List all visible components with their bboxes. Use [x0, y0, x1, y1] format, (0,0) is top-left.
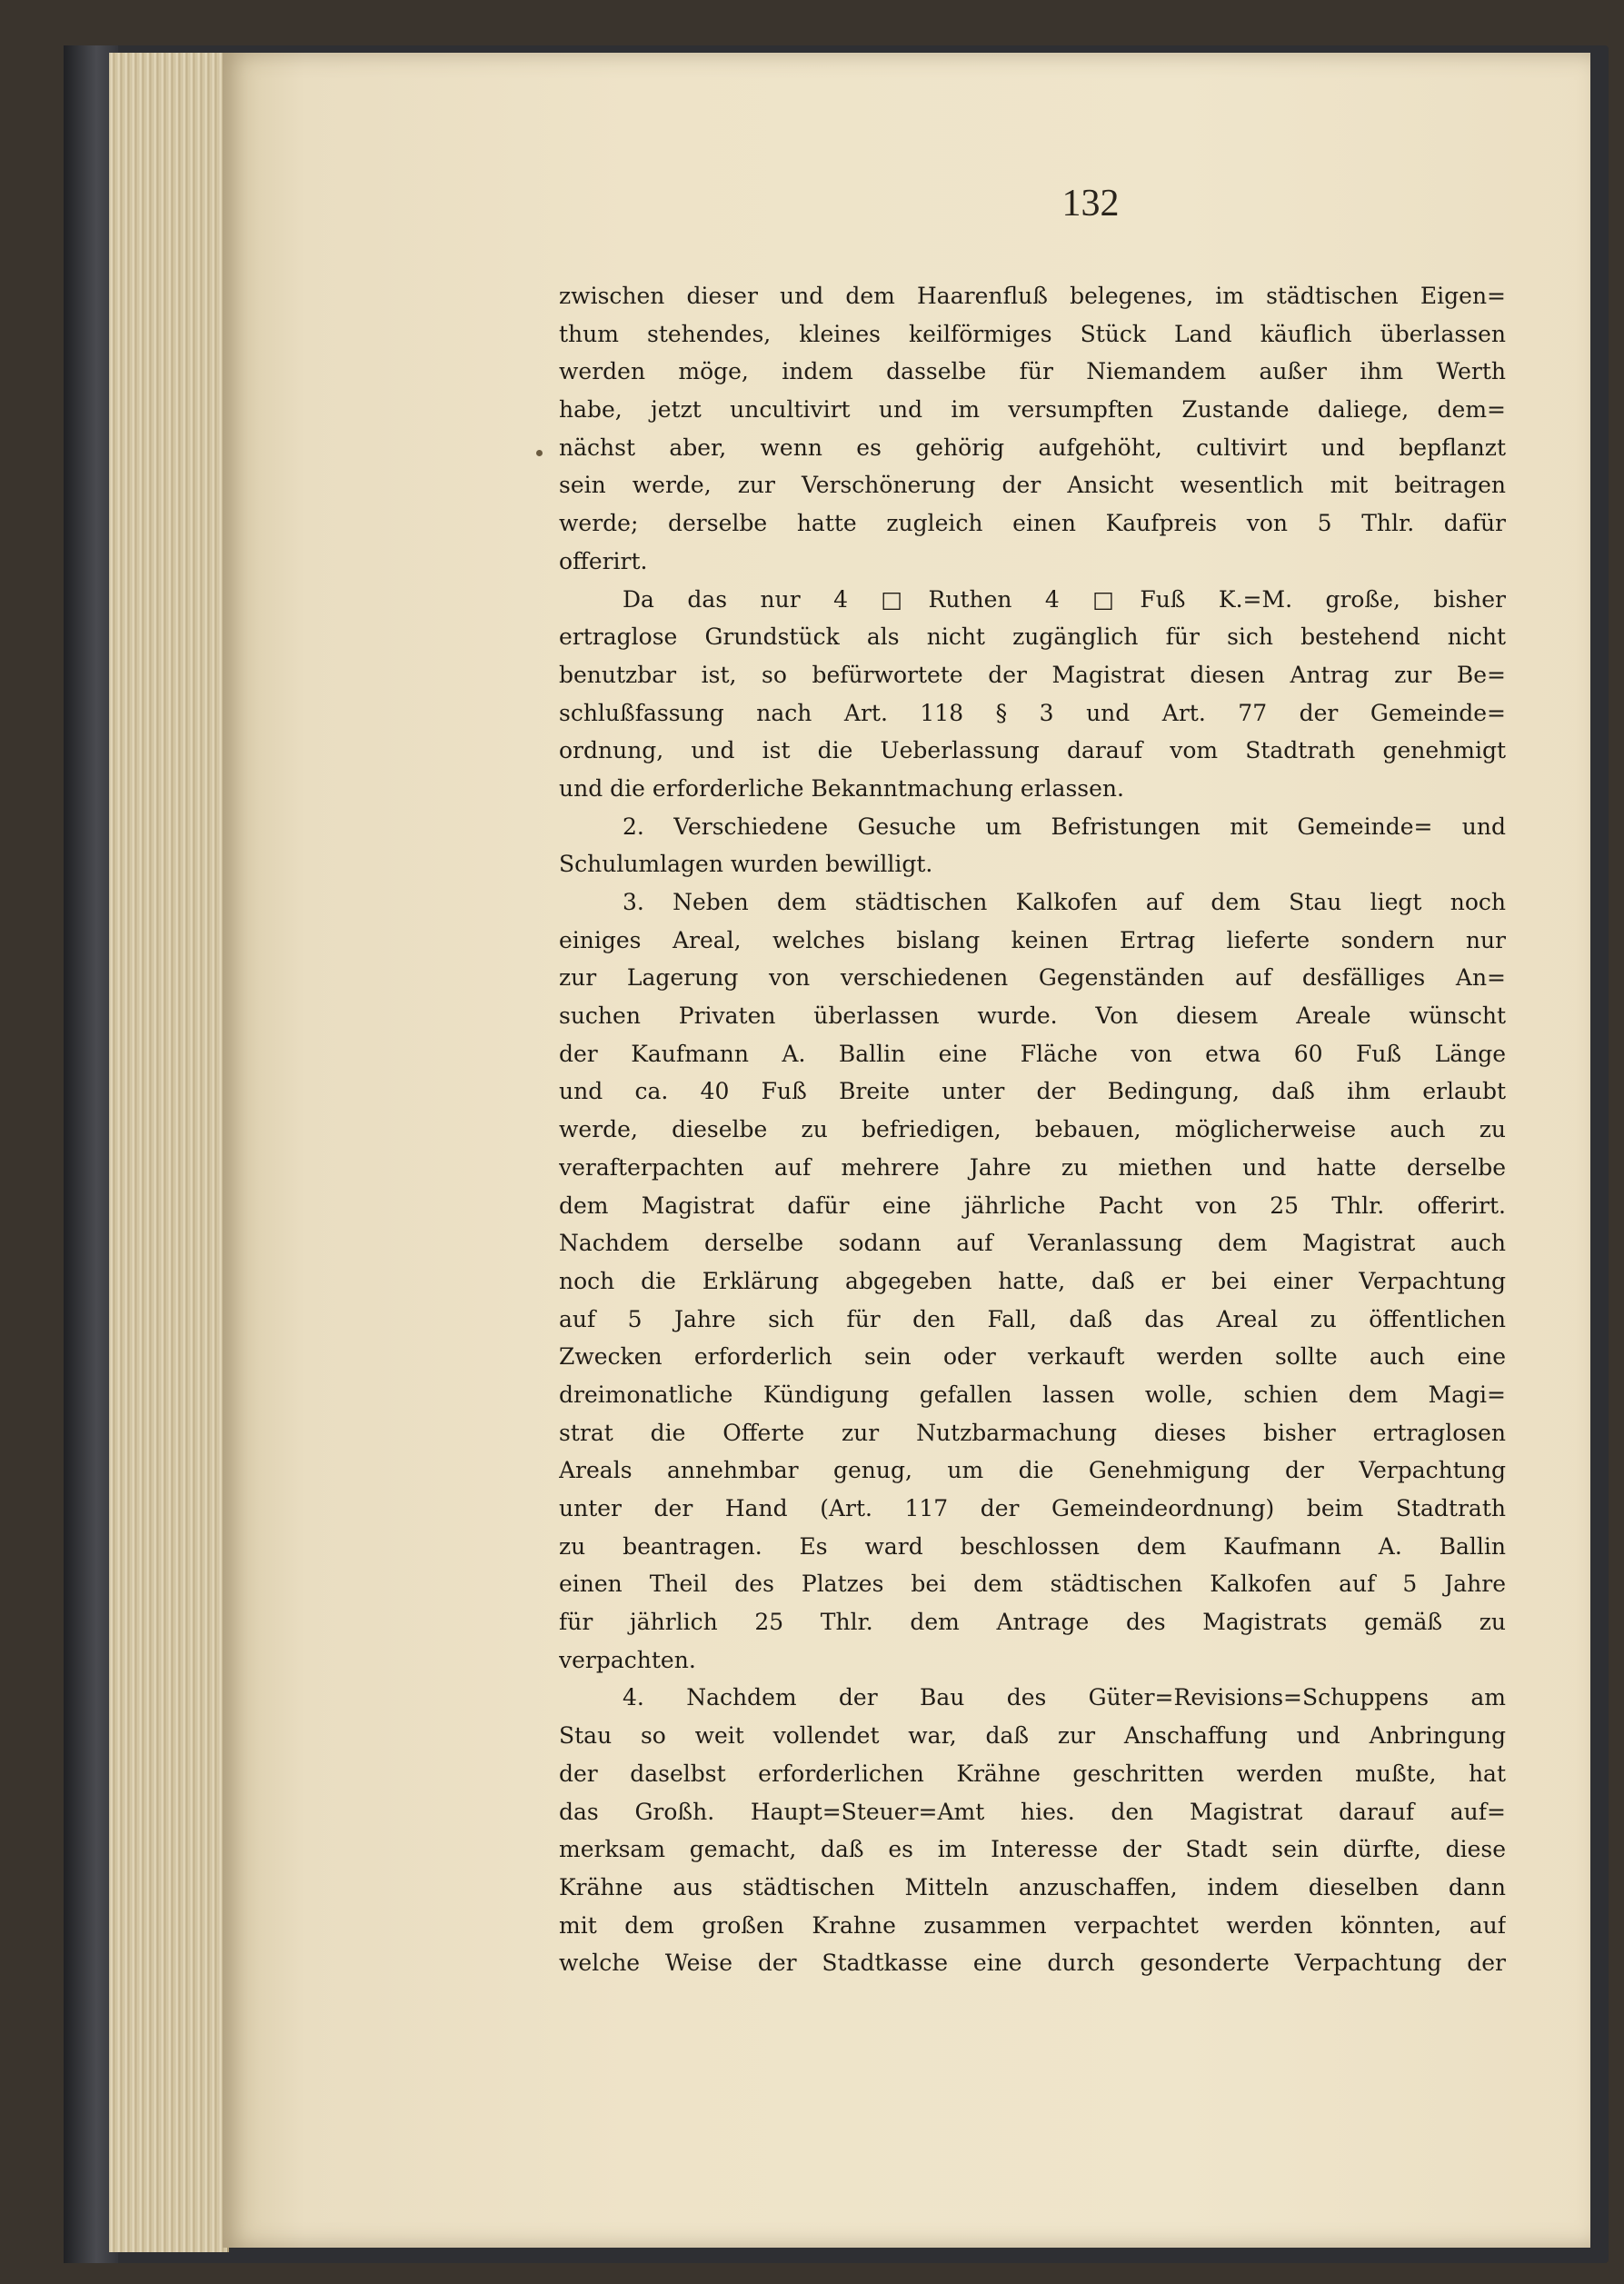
text-line: Da das nur 4 □Ruthen 4 □Fuß K.=M. große, bisher — [623, 585, 1506, 613]
text-line: Krähne aus städtischen Mitteln anzuschaffen, indem dieselben dann — [559, 1873, 1506, 1900]
text-line: merksam gemacht, daß es im Interesse der Stadt sein dürfte, diese — [559, 1836, 1506, 1863]
text-line: noch die Erklärung abgegeben hatte, daß er bei einer Verpachtung — [559, 1267, 1506, 1294]
text-line: Zwecken erforderlich sein oder verkauft werden sollte auch eine — [559, 1343, 1506, 1371]
text-line: zwischen dieser und dem Haarenfluß belegenes, im städtischen Eigen= — [559, 283, 1506, 309]
text-line: für jährlich 25 Thlr. dem Antrage des Magistrats gemäß zu — [559, 1609, 1506, 1636]
text-line: offerirt. — [559, 547, 648, 574]
text-line: benutzbar ist, so befürwortete der Magistrat diesen Antrag zur Be= — [559, 661, 1506, 688]
text-line: Nachdem derselbe sodann auf Veranlassung dem Magistrat auch — [559, 1230, 1506, 1257]
body-text — [559, 277, 1506, 1982]
text-line: Stau so weit vollendet war, daß zur Anschaffung und Anbringung — [559, 1722, 1506, 1750]
text-line: mit dem großen Krahne zusammen verpachtet werden könnten, auf — [559, 1911, 1506, 1939]
text-line: Schulumlagen wurden bewilligt. — [559, 851, 933, 878]
text-line: ordnung, und ist die Ueberlassung darauf vom Stadtrath genehmigt — [559, 737, 1506, 764]
text-line: und ca. 40 Fuß Breite unter der Bedingung, daß ihm erlaubt — [559, 1078, 1506, 1105]
text-line: Areals annehmbar genug, um die Genehmigung der Verpachtung — [559, 1457, 1506, 1484]
text-line: thum stehendes, kleines keilförmiges Stück Land käuflich überlassen — [559, 320, 1506, 347]
page-edges — [109, 53, 229, 2252]
page-number: 132 — [1061, 183, 1120, 224]
text-line: 4. Nachdem der Bau des Güter=Revisions=Schuppens am — [623, 1684, 1506, 1711]
text-line: der daselbst erforderlichen Krähne geschritten werden mußte, hat — [559, 1760, 1506, 1787]
text-line: habe, jetzt uncultivirt und im versumpften Zustande daliege, dem= — [559, 396, 1506, 424]
text-line: dem Magistrat dafür eine jährliche Pacht von 25 Thlr. offerirt. — [559, 1192, 1506, 1219]
text-line: das Großh. Haupt=Steuer=Amt hies. den Magistrat darauf auf= — [559, 1798, 1506, 1825]
text-line: 2. Verschiedene Gesuche um Befristungen mit Gemeinde= und — [623, 813, 1506, 840]
text-line: strat die Offerte zur Nutzbarmachung dieses bisher ertraglosen — [559, 1419, 1506, 1446]
text-line: werde, dieselbe zu befriedigen, bebauen, möglicherweise auch zu — [559, 1116, 1506, 1143]
text-line: werde; derselbe hatte zugleich einen Kaufpreis von 5 Thlr. dafür — [559, 510, 1506, 537]
text-line: suchen Privaten überlassen wurde. Von diesem Areale wünscht — [559, 1002, 1506, 1030]
text-line: zu beantragen. Es ward beschlossen dem Kaufmann A. Ballin — [559, 1532, 1506, 1560]
text-line: unter der Hand (Art. 117 der Gemeindeordnung) beim Stadtrath — [559, 1495, 1506, 1521]
text-line: verafterpachten auf mehrere Jahre zu miethen und hatte derselbe — [559, 1153, 1506, 1181]
text-line: einen Theil des Platzes bei dem städtischen Kalkofen auf 5 Jahre — [559, 1571, 1506, 1598]
text-line: schlußfassung nach Art. 118 § 3 und Art. 77 der Gemeinde= — [559, 699, 1506, 726]
text-line: 3. Neben dem städtischen Kalkofen auf dem Stau liegt noch — [623, 889, 1506, 915]
text-line: zur Lagerung von verschiedenen Gegenständen auf desfälliges An= — [559, 964, 1506, 992]
text-line: welche Weise der Stadtkasse eine durch gesonderte Verpachtung der — [559, 1950, 1506, 1977]
text-line: dreimonatliche Kündigung gefallen lassen wolle, schien dem Magi= — [559, 1381, 1506, 1408]
text-line: einiges Areal, welches bislang keinen Ertrag lieferte sondern nur — [559, 926, 1506, 953]
text-line: sein werde, zur Verschönerung der Ansicht wesentlich mit beitragen — [559, 472, 1506, 499]
text-line: der Kaufmann A. Ballin eine Fläche von etwa 60 Fuß Länge — [559, 1040, 1506, 1067]
text-line: verpachten. — [559, 1646, 696, 1673]
text-line: werden möge, indem dasselbe für Niemandem außer ihm Werth — [559, 358, 1506, 385]
text-line: auf 5 Jahre sich für den Fall, daß das Areal zu öffentlichen — [559, 1305, 1506, 1332]
margin-mark — [536, 450, 543, 456]
text-line: ertraglose Grundstück als nicht zugänglich für sich bestehend nicht — [559, 623, 1506, 651]
text-line: und die erforderliche Bekanntmachung erlassen. — [559, 774, 1124, 802]
text-line: nächst aber, wenn es gehörig aufgehöht, cultivirt und bepflanzt — [559, 434, 1506, 461]
